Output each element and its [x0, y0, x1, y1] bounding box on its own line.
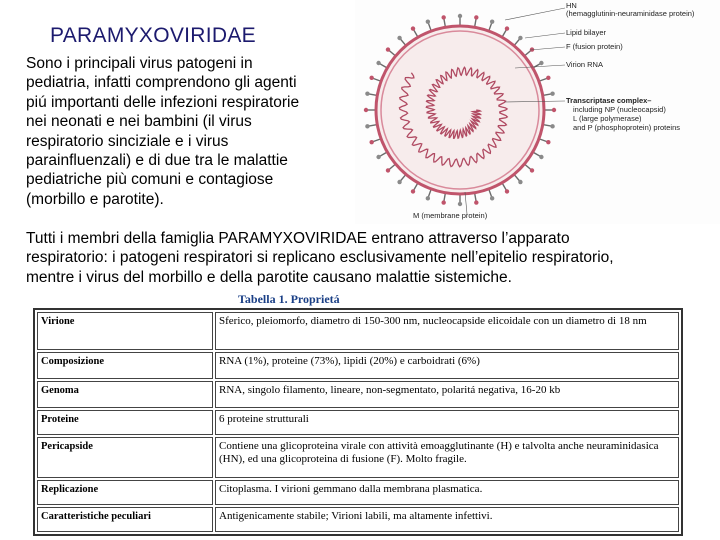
cont-line: mentre i virus del morbillo e della parotite causano malattie sistemiche. — [26, 268, 512, 286]
intro-line: piú importanti delle infezioni respiratorie — [26, 93, 300, 111]
virus-structure-diagram — [355, 0, 720, 224]
spike-head — [411, 26, 415, 30]
intro-line: Sono i principali virus patogeni in — [26, 55, 253, 72]
spike-head — [530, 168, 534, 172]
intro-line: (morbillo e parotite). — [26, 190, 164, 208]
spike-head — [550, 124, 554, 128]
label-lipid: Lipid bilayer — [566, 28, 607, 37]
slide-title: PARAMYXOVIRIDAE — [50, 24, 256, 47]
spike-head — [426, 196, 430, 200]
spike-head — [411, 189, 415, 193]
row-value: 6 proteine strutturali — [215, 410, 679, 435]
table-row — [37, 480, 679, 505]
spike-head — [365, 91, 369, 95]
spike-head — [505, 189, 509, 193]
spike-head — [550, 91, 554, 95]
table-row — [37, 507, 679, 532]
spike-head — [552, 108, 556, 112]
spike-head — [376, 155, 380, 159]
spike-head — [376, 61, 380, 65]
spike-head — [369, 140, 373, 144]
row-key: Caratteristiche peculiari — [37, 507, 213, 532]
spike-head — [364, 108, 368, 112]
spike-head — [539, 61, 543, 65]
spike-head — [546, 140, 550, 144]
row-value: Sferico, pleiomorfo, diametro di 150-300 nm, nucleocapside elicoidale con un diametro di 18 nm — [215, 312, 679, 350]
cont-line: Tutti i membri della famiglia PARAMYXOVIRIDAE entrano attraverso l’apparato — [26, 230, 570, 247]
continuation-paragraph — [26, 229, 716, 287]
intro-line: nei neonati e nei bambini (il virus — [26, 113, 252, 131]
row-key: Replicazione — [37, 480, 213, 505]
spike-head — [386, 47, 390, 51]
spike-head — [458, 202, 462, 206]
spike-head — [426, 19, 430, 23]
label-tc: Transcriptase complex– — [566, 96, 652, 105]
spike-head — [397, 36, 401, 40]
label-hn-desc: (hemagglutinin-neuraminidase protein) — [566, 9, 695, 18]
table-row — [37, 312, 679, 350]
spike-head — [490, 196, 494, 200]
label-hn: HN — [566, 1, 577, 10]
spike-head — [505, 26, 509, 30]
spike-head — [546, 76, 550, 80]
label-tc-l2: and P (phosphoprotein) proteins — [573, 123, 681, 132]
properties-table — [35, 310, 681, 534]
cont-line: respiratorio: i patogeni respiratori si replicano esclusivamente nell’epitelio respiratorio, — [26, 249, 614, 267]
table-caption: Tabella 1. Proprietá — [238, 292, 340, 306]
spike-head — [397, 180, 401, 184]
label-rna: Virion RNA — [566, 60, 603, 69]
spike-head — [369, 76, 373, 80]
row-value: Contiene una glicoproteina virale con attività emoagglutinante (H) e talvolta anche neuraminidasica (HN), ed una glicoproteina di fusione (F). Molto fragile. — [215, 437, 679, 478]
spike-head — [474, 200, 478, 204]
table-row — [37, 437, 679, 478]
row-key: Composizione — [37, 352, 213, 379]
label-tc-np: including NP (nucleocapsid) — [573, 105, 666, 114]
row-key: Virione — [37, 312, 213, 350]
spike-head — [441, 15, 445, 19]
spike-head — [490, 19, 494, 23]
spike-head — [539, 155, 543, 159]
row-value: Antigenicamente stabile; Virioni labili, ma altamente infettivi. — [215, 507, 679, 532]
table-row — [37, 410, 679, 435]
table-row — [37, 352, 679, 379]
row-value: RNA, singolo filamento, lineare, non-segmentato, polaritá negativa, 16-20 kb — [215, 381, 679, 408]
intro-line: respiratorio sinciziale e i virus — [26, 132, 229, 150]
row-value: Citoplasma. I virioni gemmano dalla membrana plasmatica. — [215, 480, 679, 505]
row-value: RNA (1%), proteine (73%), lipidi (20%) e carboidrati (6%) — [215, 352, 679, 379]
label-f: F (fusion protein) — [566, 42, 623, 51]
spike-head — [474, 15, 478, 19]
spike-head — [518, 180, 522, 184]
spike-head — [458, 14, 462, 18]
label-tc-l1: L (large polymerase) — [573, 114, 642, 123]
row-key: Pericapside — [37, 437, 213, 478]
spike-head — [365, 124, 369, 128]
label-m: M (membrane protein) — [413, 211, 488, 220]
spike-head — [386, 168, 390, 172]
spike-head — [518, 36, 522, 40]
intro-line: pediatriche più comuni e contagiose — [26, 171, 274, 189]
intro-paragraph — [26, 54, 366, 209]
row-key: Genoma — [37, 381, 213, 408]
properties-table-frame — [33, 308, 683, 536]
intro-line: pediatria, infatti comprendono gli agenti — [26, 74, 297, 92]
intro-line: parainfluenzali) e di due tra le malattie — [26, 152, 288, 170]
spike-head — [441, 200, 445, 204]
table-row — [37, 381, 679, 408]
row-key: Proteine — [37, 410, 213, 435]
virus-diagram-svg — [355, 0, 720, 224]
